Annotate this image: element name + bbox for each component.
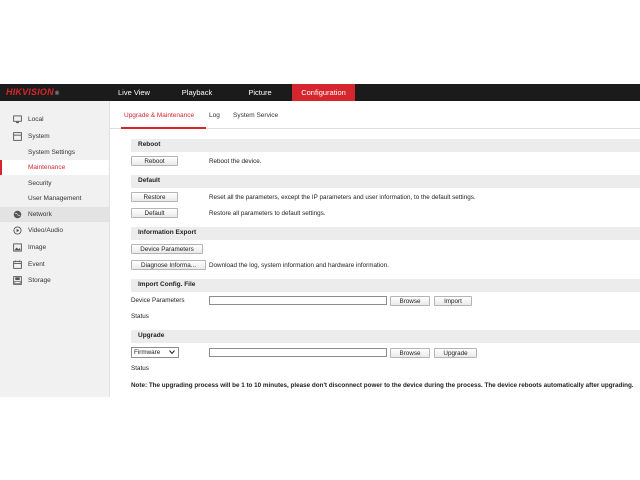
restore-description: Reset all the parameters, except the IP parameters and user information, to the default settings. bbox=[209, 194, 476, 201]
section-reboot: Reboot bbox=[131, 139, 640, 152]
nav-playback[interactable]: Playback bbox=[181, 88, 213, 97]
import-browse-button[interactable]: Browse bbox=[390, 296, 430, 306]
upgrade-status-label: Status bbox=[131, 365, 149, 372]
sidebar-item-user-management[interactable] bbox=[0, 191, 109, 206]
restore-button[interactable]: Restore bbox=[131, 192, 178, 202]
video-icon bbox=[13, 226, 22, 235]
tab-upgrade-maintenance[interactable]: Upgrade & Maintenance bbox=[124, 112, 195, 119]
sidebar-item-network[interactable] bbox=[0, 207, 109, 222]
sidebar-item-system-settings[interactable] bbox=[0, 145, 109, 160]
upgrade-note: Note: The upgrading process will be 1 to 10 minutes, please don't disconnect power to the device during the process. The device reboots automatically after upgrading. bbox=[131, 382, 634, 389]
sidebar-item-system[interactable] bbox=[0, 129, 109, 144]
image-icon bbox=[13, 243, 22, 252]
sidebar-item-label: User Management bbox=[28, 195, 82, 202]
sidebar-item-label: System bbox=[28, 133, 50, 140]
sidebar bbox=[0, 101, 110, 397]
reboot-button[interactable]: Reboot bbox=[131, 156, 178, 166]
diagnose-information-button[interactable]: Diagnose Informa... bbox=[131, 260, 206, 270]
active-tab-indicator bbox=[121, 127, 206, 129]
default-button[interactable]: Default bbox=[131, 208, 178, 218]
tab-system-service[interactable]: System Service bbox=[233, 112, 279, 119]
reboot-description: Reboot the device. bbox=[209, 158, 262, 165]
section-import-config: Import Config. File bbox=[131, 279, 640, 292]
sidebar-item-label: Security bbox=[28, 180, 52, 187]
system-icon bbox=[13, 132, 22, 141]
nav-configuration[interactable]: Configuration bbox=[292, 84, 355, 101]
section-upgrade: Upgrade bbox=[131, 330, 640, 343]
chevron-down-icon bbox=[169, 349, 175, 355]
nav-live-view[interactable]: Live View bbox=[118, 88, 150, 97]
section-default: Default bbox=[131, 175, 640, 188]
import-file-path-field[interactable] bbox=[209, 296, 387, 305]
sidebar-item-label: Event bbox=[28, 261, 45, 268]
sidebar-item-video-audio[interactable] bbox=[0, 223, 109, 238]
default-description: Restore all parameters to default settings. bbox=[209, 210, 326, 217]
import-status-label: Status bbox=[131, 313, 149, 320]
globe-icon bbox=[13, 210, 22, 219]
storage-icon bbox=[13, 276, 22, 285]
upgrade-browse-button[interactable]: Browse bbox=[390, 348, 430, 358]
sidebar-item-image[interactable] bbox=[0, 240, 109, 255]
nav-picture[interactable]: Picture bbox=[248, 88, 272, 97]
sidebar-item-label: System Settings bbox=[28, 149, 75, 156]
sidebar-item-storage[interactable] bbox=[0, 273, 109, 288]
monitor-icon bbox=[13, 115, 22, 124]
device-parameters-export-button[interactable]: Device Parameters bbox=[131, 244, 203, 254]
sidebar-item-label: Image bbox=[28, 244, 47, 251]
sidebar-item-label: Video/Audio bbox=[28, 227, 63, 234]
sidebar-item-label: Maintenance bbox=[28, 164, 66, 171]
section-information-export: Information Export bbox=[131, 227, 640, 240]
sidebar-item-label: Local bbox=[28, 116, 44, 123]
upgrade-type-select[interactable] bbox=[131, 347, 179, 358]
upgrade-type-value: Firmware bbox=[134, 349, 161, 356]
upgrade-button[interactable]: Upgrade bbox=[434, 348, 477, 358]
upgrade-file-path-field[interactable] bbox=[209, 348, 387, 357]
event-icon bbox=[13, 260, 22, 269]
sidebar-item-maintenance[interactable] bbox=[0, 160, 109, 175]
sidebar-item-label: Storage bbox=[28, 277, 51, 284]
diagnose-description: Download the log, system information and hardware information. bbox=[209, 262, 389, 269]
import-device-parameters-label: Device Parameters bbox=[131, 297, 185, 304]
hikvision-logo: HIKVISION® bbox=[6, 87, 60, 97]
main-content bbox=[110, 101, 640, 397]
sidebar-item-event[interactable] bbox=[0, 257, 109, 272]
sidebar-item-security[interactable] bbox=[0, 176, 109, 191]
sidebar-item-local[interactable] bbox=[0, 112, 109, 127]
import-button[interactable]: Import bbox=[434, 296, 472, 306]
top-nav-bar bbox=[0, 84, 640, 101]
tab-log[interactable]: Log bbox=[209, 112, 220, 119]
sidebar-item-label: Network bbox=[28, 211, 52, 218]
